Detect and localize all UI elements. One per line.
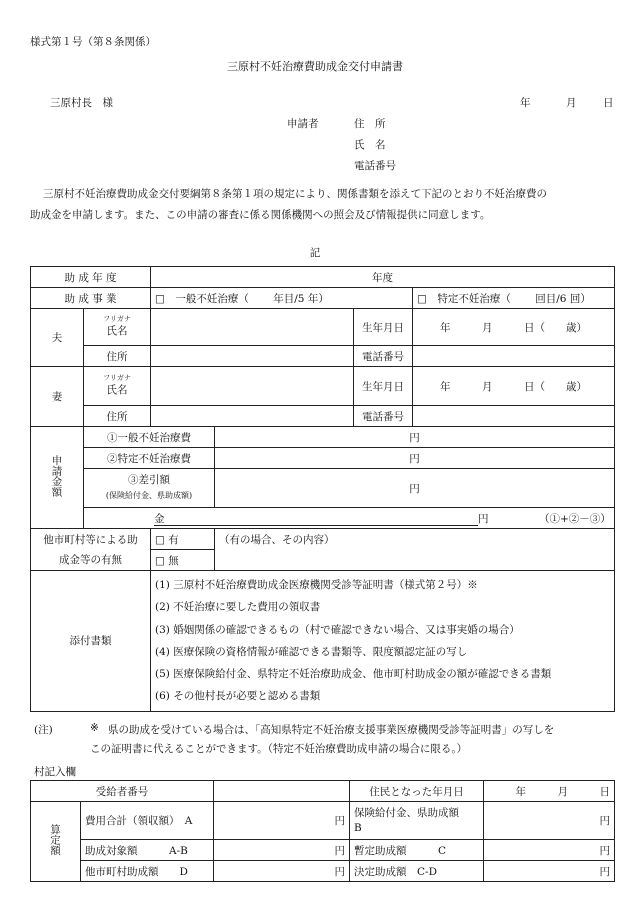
- project-label: 助 成 事 業: [31, 288, 151, 309]
- furigana-label: フリガナ: [103, 374, 131, 382]
- other-no-checkbox[interactable]: □ 無: [151, 550, 215, 571]
- application-table: [30, 266, 615, 712]
- wife-name-label: フリガナ 氏名: [84, 367, 151, 406]
- other-municipality-amount-field[interactable]: 円: [214, 861, 350, 882]
- residency-date-field[interactable]: 年 月 日: [484, 781, 615, 802]
- other-municipality-amount-label: 他市町村助成額 D: [81, 861, 214, 882]
- fiscal-year-label: 助 成 年 度: [31, 267, 151, 288]
- total-cost-field[interactable]: 円: [214, 802, 350, 840]
- insurance-field[interactable]: 円: [484, 802, 615, 840]
- decided-amount-field[interactable]: 円: [484, 861, 615, 882]
- total-formula: （①+②－③）: [539, 513, 611, 525]
- target-amount-field[interactable]: 円: [214, 840, 350, 861]
- request-amount-label: 申請金額: [31, 427, 84, 529]
- husband-phone-label: 電話番号: [354, 346, 413, 367]
- date-year: 年: [520, 97, 531, 109]
- attachment-item: (5) 医療保険給付金、県特定不妊治療助成金、他市町村助成金の額が確認できる書類: [155, 668, 552, 681]
- other-subsidy-detail[interactable]: （有の場合、その内容）: [215, 529, 615, 571]
- date-month: 月: [566, 97, 577, 109]
- page-title: 三原村不妊治療費助成金交付申請書: [227, 60, 403, 73]
- form-number: 様式第１号（第８条関係）: [30, 36, 156, 48]
- other-subsidy-label: 他市町村等による助 成金等の有無: [31, 529, 151, 571]
- intro-text-line2: 助成金を申請します。また、この申請の審査に係る関係機関への照会及び情報提供に同意します。: [30, 209, 491, 221]
- total-yen: 円: [478, 513, 489, 525]
- total-amount-row[interactable]: [84, 508, 615, 529]
- provisional-amount-field[interactable]: 円: [484, 840, 615, 861]
- attachment-item: (3) 婚姻関係の確認できるもの（村で確認できない場合、又は事実婚の場合）: [155, 623, 520, 636]
- specific-fee-label: ②特定不妊治療費: [84, 448, 215, 469]
- note-mark: ※: [90, 722, 99, 734]
- deduction-label: ③差引額 (保険給付金、県助成額): [84, 469, 215, 508]
- wife-address-label: 住所: [84, 406, 151, 427]
- target-amount-label: 助成対象額 A-B: [81, 840, 214, 861]
- ki-label: 記: [309, 247, 321, 259]
- wife-dob-label: 生年月日: [354, 367, 413, 406]
- attachment-item: (6) その他村長が必要と認める書類: [155, 690, 321, 703]
- specific-fee-field[interactable]: 円: [215, 448, 615, 469]
- decided-amount-label: 決定助成額 C-D: [350, 861, 484, 882]
- note-line2: この証明書に代えることができます。（特定不妊治療費助成申請の場合に限る。）: [90, 743, 468, 755]
- attachment-item: (1) 三原村不妊治療費助成金医療機関受診等証明書（様式第２号）※: [155, 579, 478, 591]
- note-line1: 県の助成を受けている場合は、「高知県特定不妊治療支援事業医療機関受診等証明書」の写しを: [108, 724, 555, 736]
- addressee: 三原村長 様: [50, 97, 113, 109]
- wife-phone-label: 電話番号: [354, 406, 413, 427]
- husband-name-field[interactable]: [151, 309, 354, 346]
- other-yes-checkbox[interactable]: □ 有: [151, 529, 215, 550]
- deduction-note: (保険給付金、県助成額): [105, 491, 193, 500]
- village-section-title: 村記入欄: [34, 766, 76, 778]
- deduction-field[interactable]: 円: [215, 469, 615, 508]
- provisional-amount-label: 暫定助成額 C: [350, 840, 484, 861]
- applicant-label: 申請者: [287, 118, 319, 130]
- residency-date-label: 住民となった年月日: [350, 781, 484, 802]
- attachment-item: (4) 医療保険の資格情報が確認できる書類等、限度額認定証の写し: [155, 645, 468, 658]
- village-table: [30, 780, 615, 882]
- total-underline: [154, 525, 478, 526]
- husband-label: 夫: [31, 309, 84, 367]
- general-fee-label: ①一般不妊治療費: [84, 427, 215, 448]
- general-treatment-checkbox[interactable]: □ 一般不妊治療（ 年目/5 年）: [151, 288, 413, 309]
- fiscal-year-field[interactable]: 年度: [151, 267, 615, 288]
- wife-dob-field[interactable]: 年 月 日（ 歳）: [413, 367, 615, 406]
- furigana-label: フリガナ: [103, 315, 131, 323]
- attachments-label: 添付書類: [31, 571, 151, 712]
- husband-dob-field[interactable]: 年 月 日（ 歳）: [413, 309, 615, 346]
- wife-label: 妻: [31, 367, 84, 427]
- applicant-phone-label: 電話番号: [354, 160, 396, 172]
- husband-address-field[interactable]: [151, 346, 354, 367]
- husband-address-label: 住所: [84, 346, 151, 367]
- intro-text-line1: 三原村不妊治療費助成金交付要綱第８条第１項の規定により、関係書類を添えて下記のとおり不妊治療費の: [43, 188, 547, 200]
- wife-phone-field[interactable]: [413, 406, 615, 427]
- total-cost-label: 費用合計（領収額） A: [81, 802, 214, 840]
- wife-name-field[interactable]: [151, 367, 354, 406]
- insurance-label: 保険給付金、県助成額 B: [350, 802, 484, 840]
- general-fee-field[interactable]: 円: [215, 427, 615, 448]
- date-day: 日: [603, 97, 614, 109]
- recipient-number-label: 受給者番号: [31, 781, 214, 802]
- attachments-list: [151, 571, 615, 712]
- recipient-number-field[interactable]: [214, 781, 350, 802]
- husband-dob-label: 生年月日: [354, 309, 413, 346]
- gold-label: 金: [154, 513, 165, 525]
- wife-address-field[interactable]: [151, 406, 354, 427]
- specific-treatment-checkbox[interactable]: □ 特定不妊治療（ 回目/6 回）: [413, 288, 615, 309]
- husband-phone-field[interactable]: [413, 346, 615, 367]
- applicant-address-label: 住 所: [354, 118, 386, 130]
- calc-amount-label: 算定額: [31, 802, 81, 882]
- applicant-name-label: 氏 名: [354, 139, 386, 151]
- attachment-item: (2) 不妊治療に要した費用の領収書: [155, 601, 321, 614]
- note-label: (注): [34, 724, 53, 736]
- husband-name-label: フリガナ 氏名: [84, 309, 151, 346]
